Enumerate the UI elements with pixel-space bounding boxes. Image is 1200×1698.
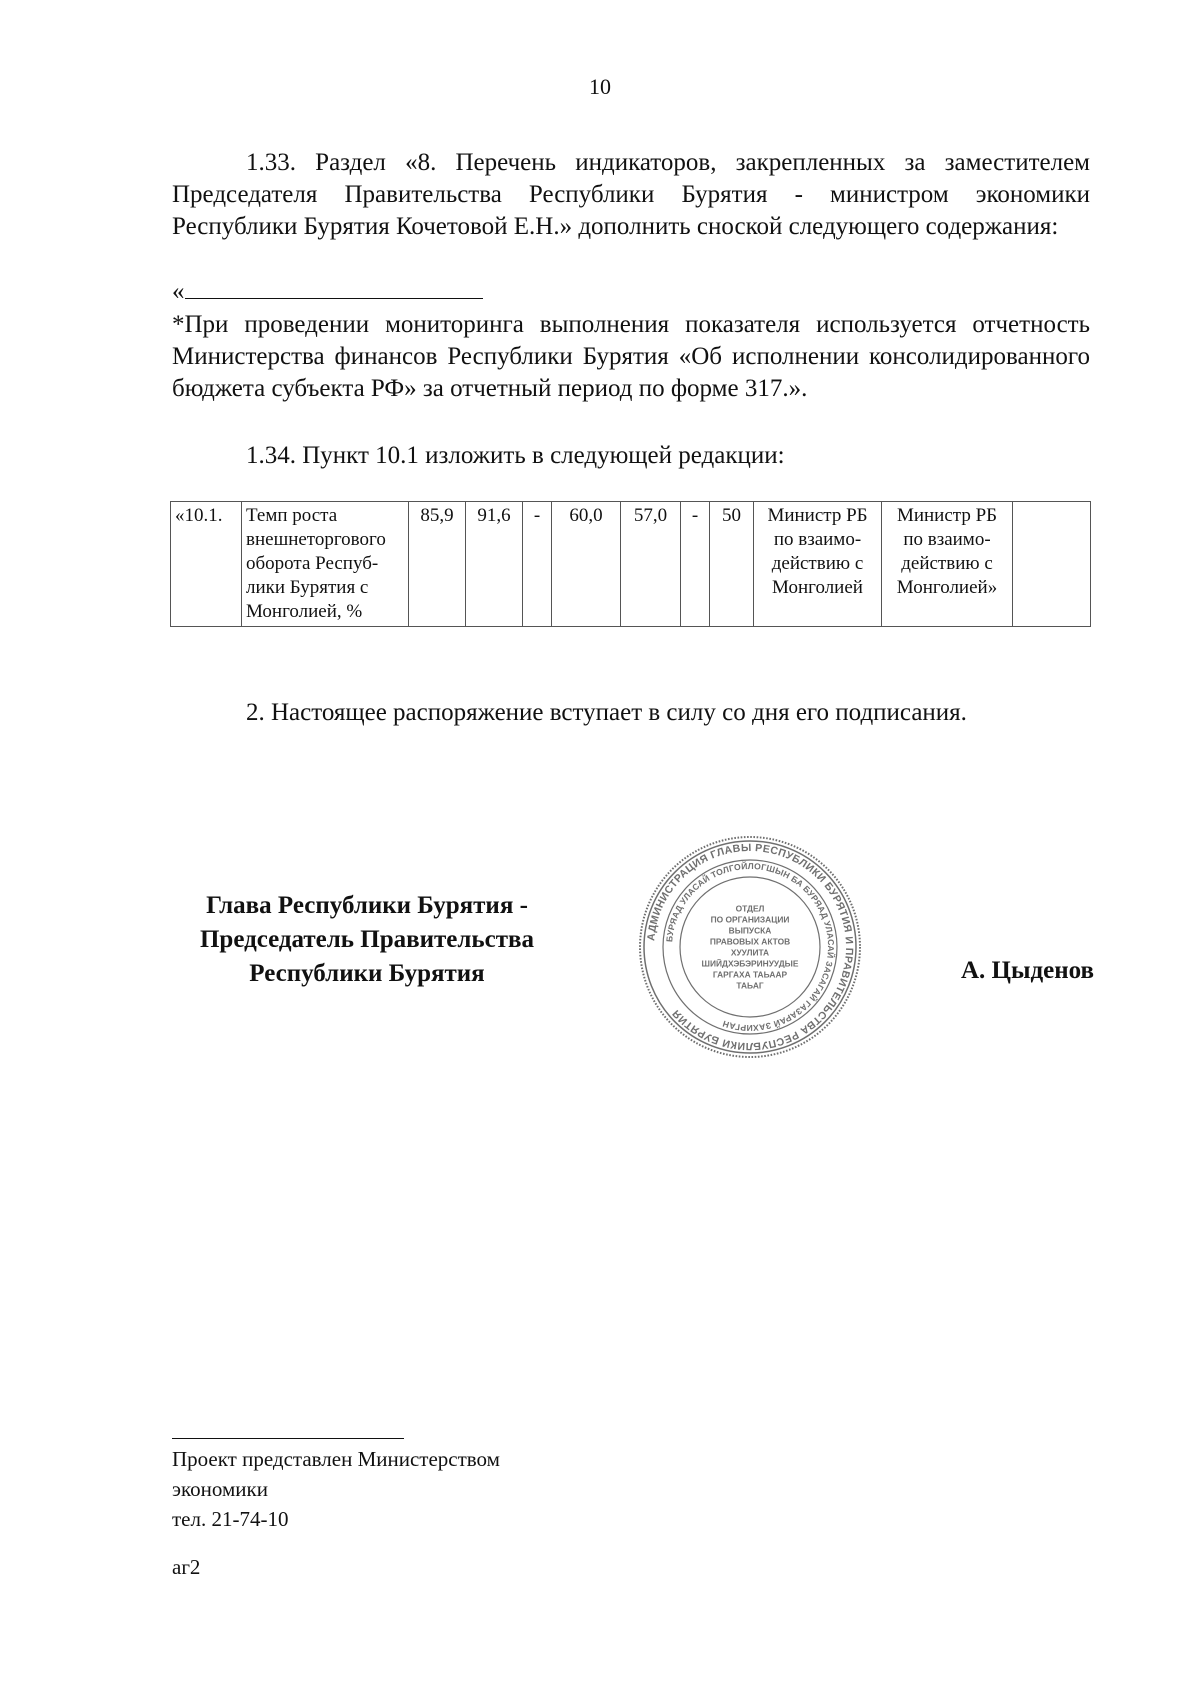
footnote-separator-line [185, 278, 483, 299]
footnote-quote-line [172, 276, 483, 308]
prepared-by-phone: тел. 21-74-10 [172, 1507, 289, 1531]
cell-value-4: 60,0 [552, 502, 621, 627]
cell-value-1: 85,9 [409, 502, 466, 627]
seal-inner-text: БУРЯАД УЛАСАЙ ТОЛГОЙЛОГШЫН БА БУРЯАД УЛАСАЙ ЗАСАГАЙ ГАЗАРАЙ ЗАХИРГАН [664, 860, 837, 1034]
cell-value-7: 50 [710, 502, 754, 627]
paragraph-2: 2. Настоящее распоряжение вступает в силу со дня его подписания. [246, 699, 967, 726]
signer-title-line-2: Председатель Правительства [199, 926, 535, 953]
signer-title-line-3: Республики Бурятия [249, 960, 485, 987]
seal-center-line: ХУУЛИТА [730, 947, 770, 958]
cell-indicator-name: Темп роста внешнеторгового оборота Респуб-лики Бурятия с Монголией, % [242, 502, 409, 627]
quote-mark: « [172, 278, 185, 305]
signer-title-line-1: Глава Республики Бурятия - [206, 892, 528, 919]
cell-value-6: - [681, 502, 710, 627]
seal-center-line: ВЫПУСКА [728, 925, 772, 936]
seal-center-line: ГАРГАХА ТАЬААР [712, 969, 788, 980]
cell-value-2: 91,6 [466, 502, 523, 627]
table-row [171, 502, 1091, 627]
cell-value-3: - [523, 502, 552, 627]
page-number: 10 [589, 74, 611, 99]
cell-responsible-2: Министр РБ по взаимо-действию с Монголией» [882, 502, 1013, 627]
footer-separator-line [172, 1438, 404, 1439]
seal-center-line: ПО ОРГАНИЗАЦИИ [710, 914, 790, 925]
document-code: аг2 [172, 1555, 201, 1579]
cell-number: «10.1. [171, 502, 242, 627]
paragraph-1-34: 1.34. Пункт 10.1 изложить в следующей редакции: [246, 442, 785, 469]
footnote-text: *При проведении мониторинга выполнения показателя используется отчетность Министерства финансов Республики Бурятия «Об исполнении консолидированного бюджета субъекта РФ» за отчетный период по форме 317.». [172, 311, 1090, 402]
prepared-by-line-2: экономики [172, 1477, 268, 1501]
seal-center-line: ШИЙДХЭБЭРИНУУДЫЕ [701, 958, 799, 969]
svg-text:БУРЯАД УЛАСАЙ ТОЛГОЙЛОГШЫН БА [664, 860, 837, 1033]
signer-name: А. Цыденов [960, 957, 1094, 984]
cell-responsible-1: Министр РБ по взаимо-действию с Монголией [754, 502, 882, 627]
prepared-by-note [172, 1444, 500, 1534]
indicator-table [170, 501, 1091, 627]
seal-center-line: ПРАВОВЫХ АКТОВ [709, 936, 791, 947]
seal-outer-text: АДМИНИСТРАЦИЯ ГЛАВЫ РЕСПУБЛИКИ БУРЯТИЯ И ПРАВИТЕЛЬСТВА РЕСПУБЛИКИ БУРЯТИЯ [645, 841, 856, 1053]
official-seal-stamp [637, 834, 863, 1060]
prepared-by-line-1: Проект представлен Министерством [172, 1447, 500, 1471]
cell-value-5: 57,0 [621, 502, 681, 627]
paragraph-1-33: 1.33. Раздел «8. Перечень индикаторов, закрепленных за заместителем Председателя Правительства Республики Бурятия - министром экономики Республики Бурятия Кочетовой Е.Н.» дополнить сноской следующего содержания: [172, 149, 1090, 240]
signer-title [172, 889, 562, 991]
seal-center-line: ОТДЕЛ [735, 903, 765, 914]
seal-center-line: ТАЬАГ [736, 980, 764, 991]
cell-empty [1013, 502, 1091, 627]
